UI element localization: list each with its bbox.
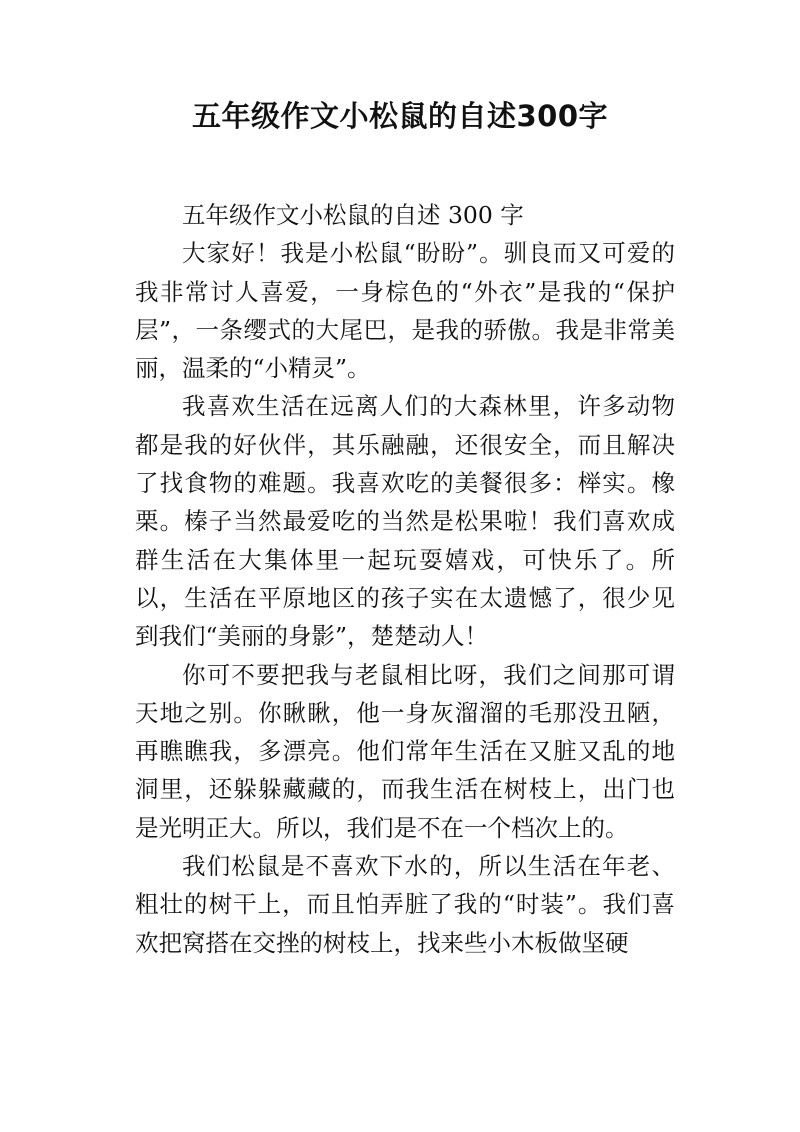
body-paragraph-heading: 五年级作文小松鼠的自述 300 字 <box>182 201 524 229</box>
document-body <box>135 196 675 962</box>
document-title: 五年级作文小松鼠的自述300字 <box>191 99 609 133</box>
body-paragraph: 我们松鼠是不喜欢下水的，所以生活在年老、粗壮的树干上，而且怕弄脏了我的“时装”。我们喜欢把窝搭在交挫的树枝上，找来些小木板做坚硬 <box>135 852 675 957</box>
body-paragraph: 大家好！我是小松鼠“盼盼”。驯良而又可爱的我非常讨人喜爱，一身棕色的“外衣”是我的“保护层”，一条缨式的大尾巴，是我的骄傲。我是非常美丽，温柔的“小精灵”。 <box>135 239 675 383</box>
body-paragraph: 我喜欢生活在远离人们的大森林里，许多动物都是我的好伙伴，其乐融融，还很安全，而且解决了找食物的难题。我喜欢吃的美餐很多：榉实。橡栗。榛子当然最爱吃的当然是松果啦！我们喜欢成群生活在大集体里一起玩耍嬉戏，可快乐了。所以，生活在平原地区的孩子实在太遗憾了，很少见到我们“美丽的身影”，楚楚动人！ <box>135 392 675 651</box>
body-paragraph: 你可不要把我与老鼠相比呀，我们之间那可谓天地之别。你瞅瞅，他一身灰溜溜的毛那没丑陋，再瞧瞧我，多漂亮。他们常年生活在又脏又乱的地洞里，还躲躲藏藏的，而我生活在树枝上，出门也是光明正大。所以，我们是不在一个档次上的。 <box>135 660 675 842</box>
